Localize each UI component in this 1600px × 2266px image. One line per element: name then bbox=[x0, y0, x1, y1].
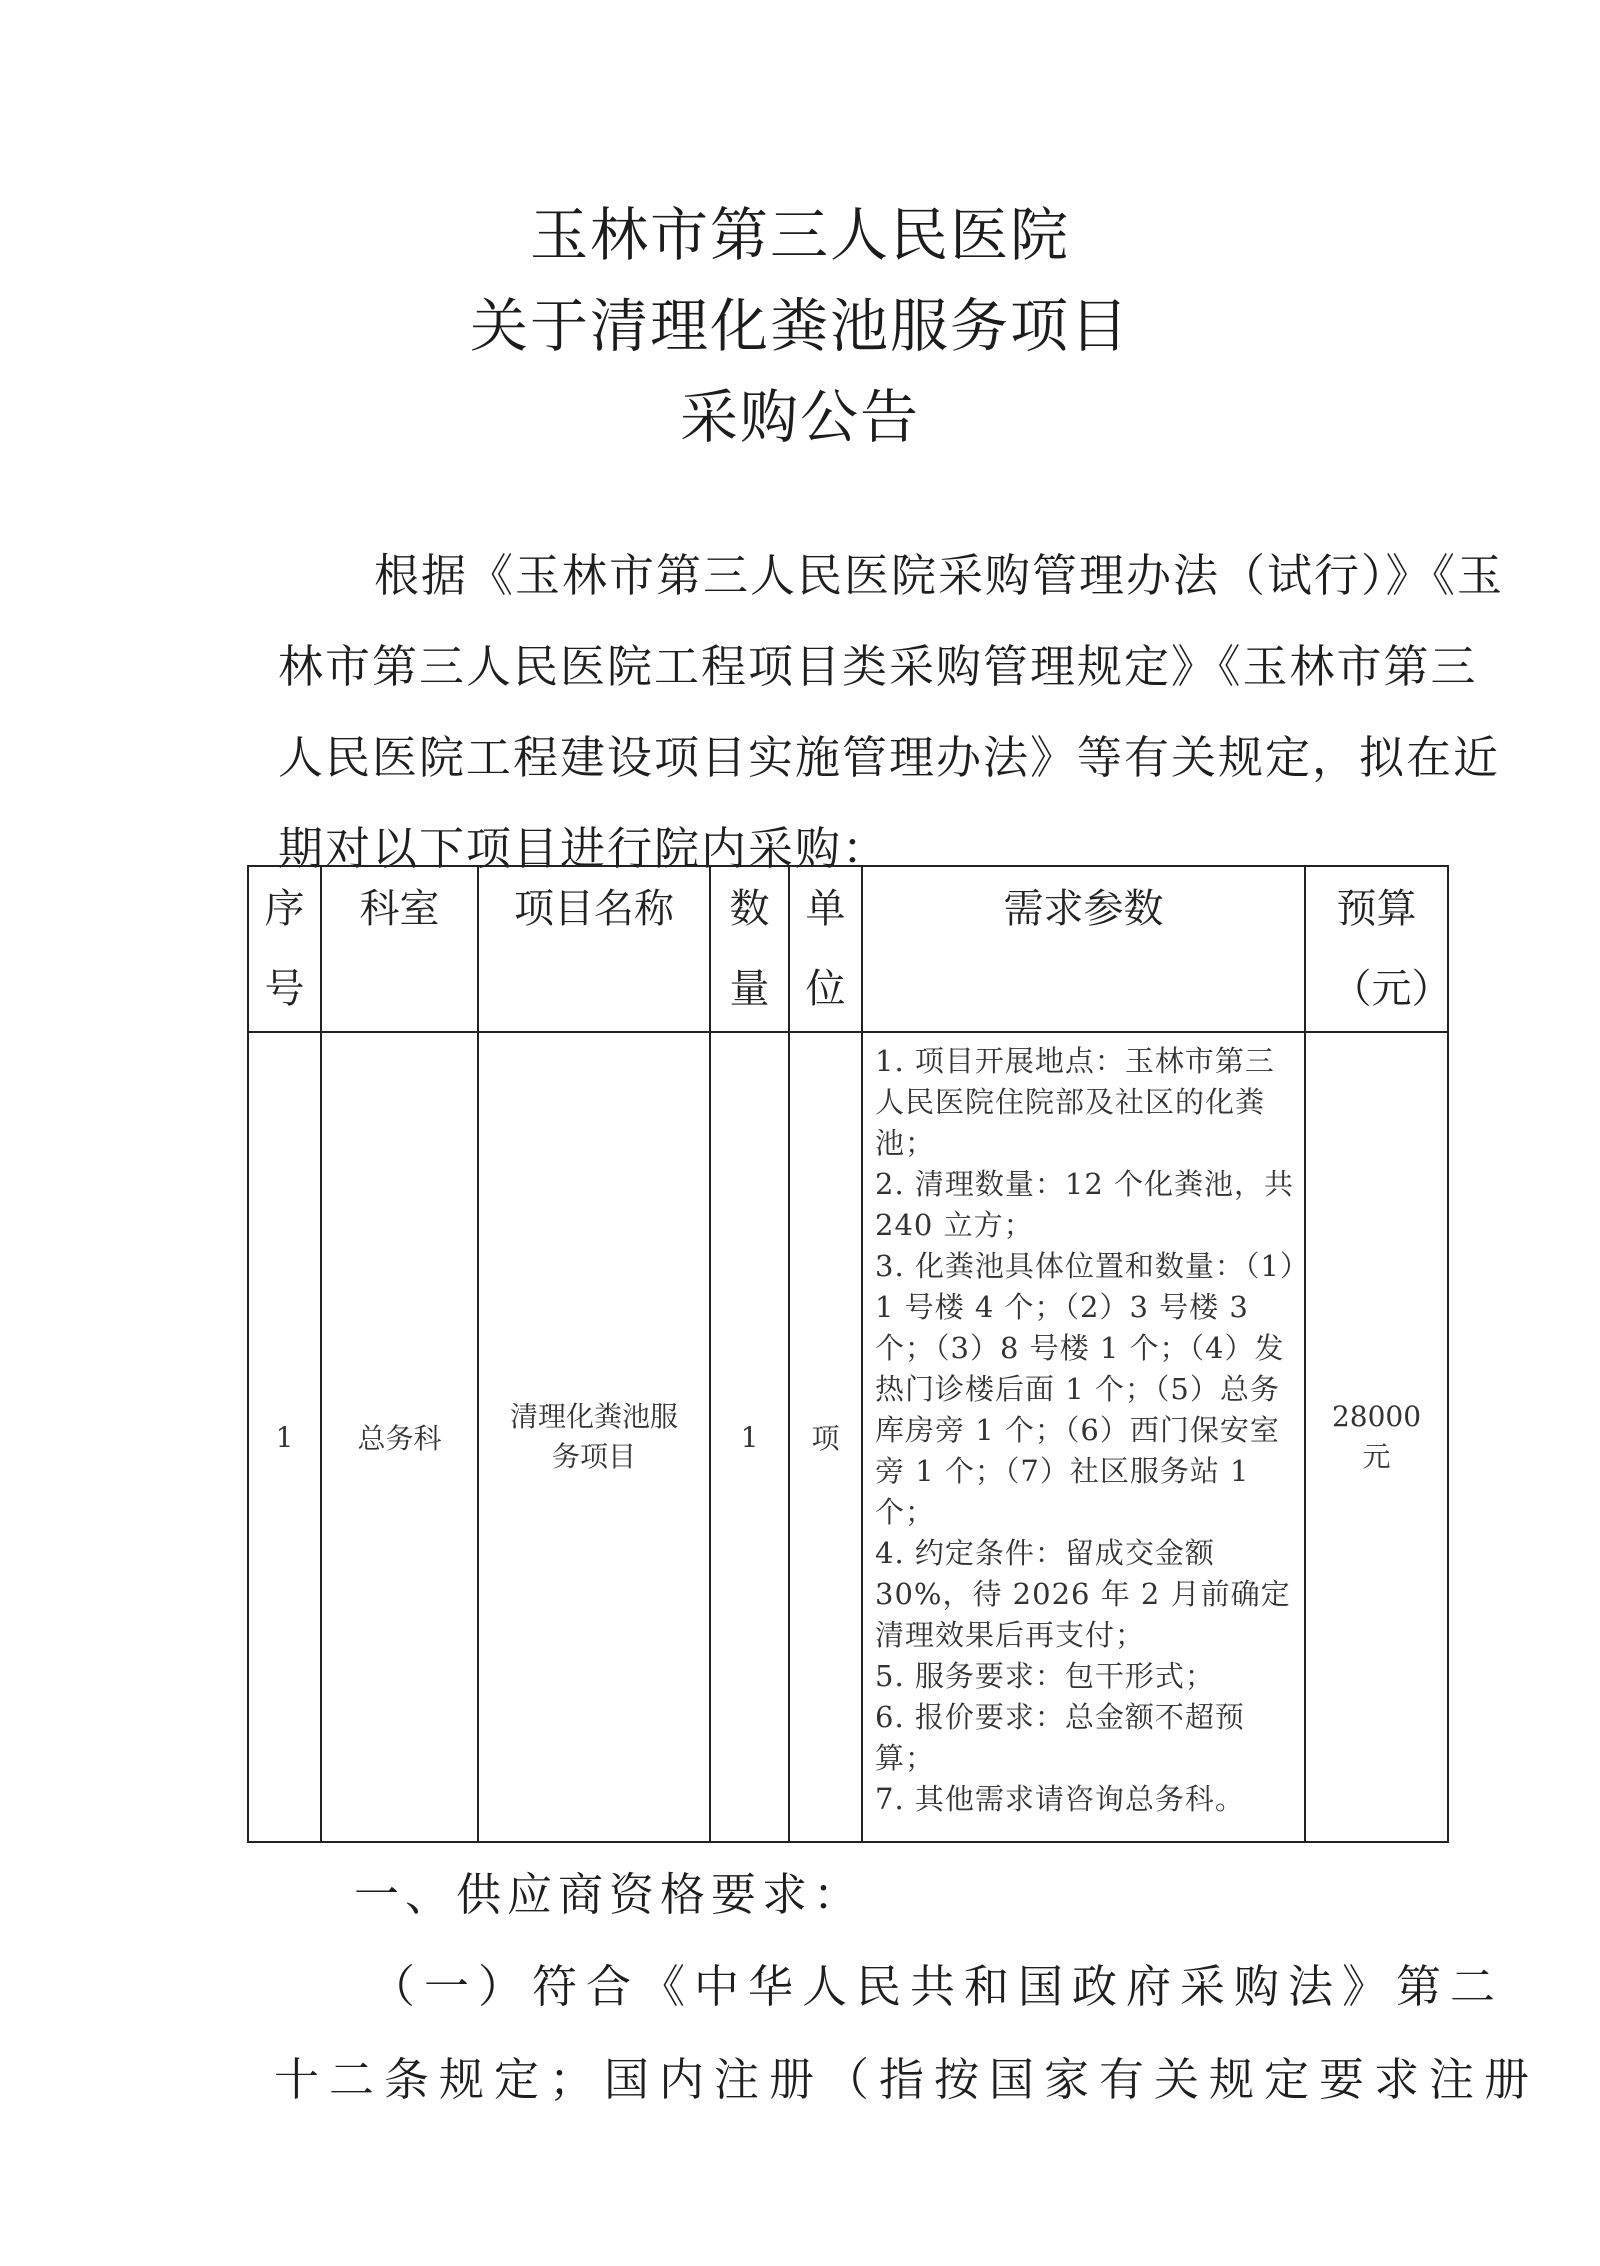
section-heading: 一、供应商资格要求： bbox=[354, 1868, 865, 1921]
cell-name: 清理化粪池服务项目 bbox=[478, 1032, 710, 1842]
requirement-item: 6. 报价要求：总金额不超预算； bbox=[875, 1700, 1245, 1775]
header-req: 需求参数 bbox=[862, 866, 1305, 1032]
cell-qty: 1 bbox=[710, 1032, 789, 1842]
header-seq: 序号 bbox=[248, 866, 321, 1032]
section-line: （一）符合《中华人民共和国政府采购法》第二 bbox=[370, 1960, 1505, 2013]
title-line-3: 采购公告 bbox=[679, 383, 920, 451]
requirement-item: 7. 其他需求请咨询总务科。 bbox=[875, 1782, 1245, 1816]
requirement-item: 4. 约定条件：留成交金额 30%，待 2026 年 2 月前确定清理效果后再支付； bbox=[875, 1536, 1291, 1652]
intro-paragraph bbox=[278, 530, 1505, 894]
section-paragraph bbox=[274, 1940, 1540, 2126]
title-line-2: 关于清理化粪池服务项目 bbox=[469, 292, 1130, 360]
intro-line: 人民医院工程建设项目实施管理办法》等有关规定，拟在近 bbox=[278, 731, 1501, 784]
cell-requirements bbox=[862, 1032, 1305, 1842]
cell-dept: 总务科 bbox=[321, 1032, 478, 1842]
requirement-item: 5. 服务要求：包干形式； bbox=[875, 1659, 1215, 1693]
header-name: 项目名称 bbox=[478, 866, 710, 1032]
requirement-item: 2. 清理数量：12 个化粪池，共 240 立方； bbox=[875, 1167, 1295, 1242]
requirement-item: 3. 化粪池具体位置和数量：（1）1 号楼 4 个；（2）3 号楼 3 个；（3）8 号楼 1 个；（4）发热门诊楼后面 1 个；（5）总务库房旁 1 个；（6）西门保安室旁 1 个；（7）社区服务站 1 个； bbox=[875, 1249, 1296, 1529]
header-unit: 单位 bbox=[789, 866, 862, 1032]
table-row bbox=[248, 1032, 1448, 1842]
table-header-row bbox=[248, 866, 1448, 1032]
header-qty: 数量 bbox=[710, 866, 789, 1032]
intro-line: 林市第三人民医院工程项目类采购管理规定》《玉林市第三 bbox=[278, 640, 1478, 693]
intro-line: 根据《玉林市第三人民医院采购管理办法（试行）》《玉 bbox=[374, 549, 1505, 602]
cell-budget: 28000元 bbox=[1305, 1032, 1448, 1842]
section-line: 十二条规定；国内注册（指按国家有关规定要求注册 bbox=[274, 2053, 1540, 2106]
procurement-table bbox=[247, 865, 1452, 1843]
cell-seq: 1 bbox=[248, 1032, 321, 1842]
cell-unit: 项 bbox=[789, 1032, 862, 1842]
intro-line: 期对以下项目进行院内采购： bbox=[278, 822, 890, 875]
header-budget: 预算（元） bbox=[1305, 866, 1448, 1032]
title-line-1: 玉林市第三人民医院 bbox=[529, 201, 1070, 269]
header-dept: 科室 bbox=[321, 866, 478, 1032]
requirement-item: 1. 项目开展地点：玉林市第三人民医院住院部及社区的化粪池； bbox=[875, 1044, 1275, 1160]
